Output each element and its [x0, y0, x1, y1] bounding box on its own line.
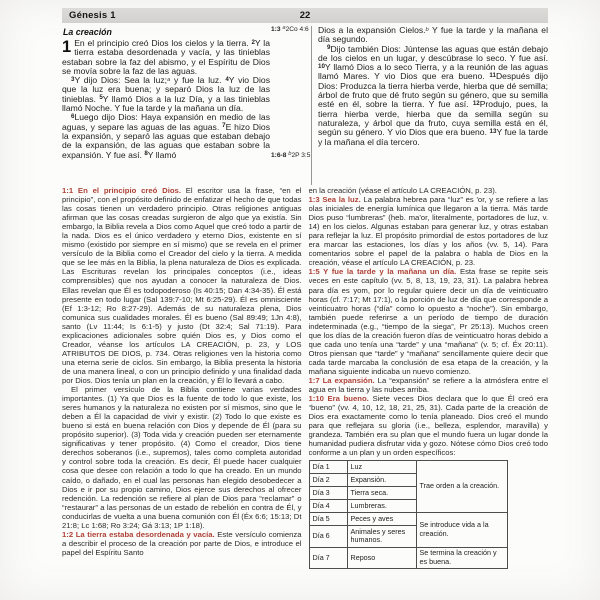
verse-paragraph: $^6$Luego dijo Dios: Haya expansión en medio de las aguas, y separe las aguas de las aguas. $^7$E hizo Dios la expansión, y separó las aguas que estaban debajo de la expansión, de las aguas que estaban sobre la expansión. Y fue así. $^8$Y llamó	[62, 112, 270, 160]
page-number: 22	[299, 10, 311, 21]
note-lead: 1:7 La expansión.	[308, 375, 375, 385]
study-note-1-2	[62, 530, 302, 557]
note-body: El escritor usa la frase, “en el principio”, con el propósito definido de enfatizar el hecho de que todas las cosas tienen un verdadero principio. Otras religiones antiguas afirman que las cosas creadas surgieron de algo que ya existía. Sin embargo, la Biblia revela a Dios como Aquel que creó todo a partir de la nada. Dios es el único verdadero y eterno Dios, existente en sí mismo (existido por siempre en sí mismo) que se revela en el primer versículo de la Biblia como el Creador del cielo y la tierra. A medida que se lee más en la Biblia, la plena naturaleza de Dios es explicada. Las Escrituras revelan los principales conceptos (i.e., ideas comprensibles) que nos ayudan a conocer la naturaleza de Dios. Ellas revelan que Él es todopoderoso (Is 40:15; Dan 4:34-35). Él está presente en todo lugar (Sal 139:7-10; Mt 6:25-29). Él es omnisciente (Ef 1:3-12; Ro 8:27-29). Además de su naturaleza plena, Dios comunica sus cualidades morales. Él es bueno (Sal 89:49; 1Jn 4:8), santo (Lv 11:44; Is 6:1-5) y justo (Dt 32:4; Sal 71:19). Para explicaciones adicionales sobre quién Dios es, y Dios como el Creador, véanse los artículos LA CREACIÓN, p. 23, y LOS ATRIBUTOS DE DIOS, p. 734. Otras religiones ven la historia como una eterna serie de ciclos. Sin embargo, la Biblia presenta la historia de una manera lineal, o con un principio definido y una finalidad dada por Dios. Dios tenía un plan en la creación, y Él lo llevará a cabo.	[62, 186, 302, 385]
note-body: La “expansión” se refiere a la atmósfera entre el agua en la tierra y las nubes arriba.	[308, 375, 548, 395]
verse-number: 7	[222, 122, 226, 130]
verse-paragraph	[62, 39, 270, 76]
study-note-1-10	[309, 394, 549, 457]
scripture-left-column	[62, 26, 270, 185]
cross-reference	[271, 26, 309, 34]
group-note-cell: Trae orden a la creación.	[416, 461, 507, 513]
cross-reference	[271, 152, 310, 160]
verse-number: 4	[225, 75, 229, 83]
verse-number: 9	[327, 44, 331, 52]
verse-text: En el principio creó Dios los cielos y la tierra. $^2$Y la tierra estaba desordenada y vacía, y las tinieblas estaban sobre la faz del abismo, y el Espíritu de Dios se movía sobre la faz de las aguas.	[62, 38, 270, 76]
cross-reference-source: 2P 3:5	[291, 152, 311, 159]
note-body: Esta frase se repite seis veces en este capítulo (vv. 5, 8, 13, 19, 23, 31). La palabra hebrea para día es yom, por lo regular quiere decir un día de veinticuatro horas (cf. 7:17; Mt 17:1), o la porción de luz de día que corresponde a veinticuatro horas (“día” como lo opuesto a “noche”). Sin embargo, también puede referirse a un período de tiempo de duración indeterminada (e.g., “tiempo de la siega”, Pr 25:13). Muchos creen que los días de la creación fueron días de veinticuatro horas debido a que cada uno tenía una “tarde” y una “mañana” (v. 5; cf. Éx 20:11). Otros piensan que “tarde” y “mañana” sencillamente quiere decir que cada tarde marcaba la conclusión de esa etapa de la creación, y la mañana siguiente indicaba un nuevo comienzo.	[308, 267, 548, 376]
verse-number: 10	[318, 62, 325, 70]
footnote-letter: b	[425, 26, 429, 33]
verse-number: 8	[144, 150, 148, 158]
table-row	[309, 461, 507, 474]
table-row	[309, 513, 507, 526]
cross-reference-verse: 1:3	[271, 26, 281, 33]
verse-number: 5	[99, 94, 103, 102]
day-cell: Día 2	[309, 474, 347, 487]
study-note-1-5	[309, 267, 549, 376]
work-cell: Reposo	[347, 547, 416, 569]
scripture-right-column	[316, 26, 548, 185]
work-cell: Lumbreras.	[347, 500, 416, 513]
book-chapter-title: Génesis 1	[69, 10, 116, 21]
notes-right-column	[309, 186, 549, 600]
verse-paragraph: $^9$Dijo también Dios: Júntense las aguas que están debajo de los cielos en un lugar, y descúbrase lo seco. Y fue así. $^{10}$Y llamó Dios a lo seco Tierra, y a la reunión de las aguas llamó Mares. Y vio Dios que era bueno. $^{11}$Después dijo Dios: Produzca la tierra hierba verde, hierba que dé semilla; árbol de fruto que dé fruto según su género, que su semilla esté en él, sobre la tierra. Y fue así. $^{12}$Produjo, pues, la tierra hierba verde, hierba que da semilla según su naturaleza, y árbol que da fruto, cuya semilla está en él, según su género. Y vio Dios que era bueno. $^{13}$Y fue la tarde y la mañana el día tercero.	[318, 43, 548, 147]
work-cell: Luz	[347, 461, 416, 474]
cross-reference-gutter	[270, 26, 312, 185]
running-head	[62, 8, 548, 23]
day-cell: Día 1	[309, 461, 347, 474]
work-cell: Tierra seca.	[347, 487, 416, 500]
verse-number: 11	[489, 71, 496, 79]
note-body: La palabra hebrea para “luz” es 'or, y se refiere a las olas iniciales de energía lumínica que llegaron a la tierra. Más tarde Dios puso “lumbreras” (heb. ma'or, literalmente, portadores de luz, v. 14) en los cielos. Algunas estaban para generar luz, y otras estaban para reflejar la luz. El propósito primordial de estos portadores de luz era marcar las estaciones, los días y los años (vv. 5, 14). Para comentarios sobre el papel de la palabra o habla de Dios en la creación, véase el artículo LA CREACIÓN, p. 23.	[308, 195, 548, 268]
day-cell: Día 6	[309, 526, 347, 548]
group-note-cell: Se termina la creación y es buena.	[416, 547, 507, 569]
section-heading: La creación	[63, 27, 112, 37]
study-note-1-3	[309, 195, 549, 267]
study-note-1-7	[309, 376, 549, 394]
verse-number: 12	[472, 99, 480, 107]
verse-number: 2	[251, 38, 255, 46]
verse-number: 13	[489, 127, 497, 135]
verse-paragraph-continuation: Dios a la expansión Cielos.$^b$ Y fue la tarde y la mañana el día segundo.	[318, 26, 548, 45]
verse-number: 6	[71, 112, 75, 120]
cross-reference-source: 2Co 4:6	[285, 26, 309, 33]
study-note-1-2-continuation: en la creación (véase el artículo LA CREACIÓN, p. 23).	[308, 186, 497, 195]
day-cell: Día 4	[309, 500, 347, 513]
work-cell: Animales y seres humanos.	[347, 526, 416, 548]
notes-left-column	[62, 186, 302, 600]
work-cell: Expansión.	[347, 474, 416, 487]
scripture-block	[62, 26, 548, 185]
note-lead: 1:10 Era bueno.	[308, 394, 369, 404]
cross-reference-verse: 1:6-8	[271, 152, 287, 159]
day-cell: Día 7	[309, 547, 347, 569]
note-lead: 1:2 La tierra estaba desordenada y vacía.	[62, 529, 215, 539]
cross-reference-letter: b	[288, 150, 292, 157]
work-cell: Peces y aves	[347, 513, 416, 526]
note-lead: 1:1 En el principio creó Dios.	[62, 186, 181, 195]
group-note-cell: Se introduce vida a la creación.	[416, 513, 507, 548]
note-lead: 1:5 Y fue la tarde y la mañana un día.	[308, 267, 457, 277]
study-note-1-1	[62, 186, 302, 385]
study-note-1-1-paragraph-2: El primer versículo de la Biblia contiene varias verdades importantes. (1) Ya que Dios es la fuente de todo lo que existe, los seres humanos y la naturaleza no existen por sí mismos, sino que le deben a Él la capacidad de vivir y existir. (2) Todo lo que existe es bueno si está en buena relación con Dios y depende de Él (para su propósito superior). (3) Toda vida y creación pueden ser eternamente significativas y tener propósito. (4) Como el creador, Dios tiene derechos soberanos (i.e., supremos), tales como completa autoridad y control sobre toda la creación. Es decir, Él puede hacer cualquier cosa que desee con relación a todo lo que ha creado. En un mundo caído, o dañado, en el cual las personas han elegido desobedecer a Dios e ir por su propio camino, Dios ejerce sus derechos al ofrecer redención. La redención se refiere al plan de Dios para “reclamar” o “restaurar” a las personas de un estado de rebelión en contra de Él, y conducirlas de vuelta a una buena comunión con Él (Éx 6:6; 15:13; Dt 21:8; Lc 1:68; Ro 3:24; Gá 3:13; 1P 1:18).	[62, 385, 302, 530]
study-notes-block	[62, 186, 548, 600]
day-cell: Día 5	[309, 513, 347, 526]
note-lead: 1:3 Sea la luz.	[308, 195, 361, 205]
table-row	[309, 547, 507, 569]
creation-days-table	[309, 460, 508, 569]
day-cell: Día 3	[309, 487, 347, 500]
footnote-letter: a	[167, 76, 171, 83]
verse-number: 3	[71, 75, 75, 83]
chapter-drop-cap: 1	[62, 38, 72, 56]
verse-paragraph: $^3$Y dijo Dios: Sea la luz;$^a$ y fue la luz. $^4$Y vio Dios que la luz era buena; y separó Dios la luz de las tinieblas. $^5$Y llamó Dios a la luz Día, y a las tinieblas llamó Noche. Y fue la tarde y la mañana un día.	[62, 75, 271, 114]
cross-reference-letter: a	[282, 26, 286, 31]
note-body: Siete veces Dios declara que lo que Él creó era “bueno” (vv. 4, 10, 12, 18, 21, 25, 31). Cada parte de la creación de Dios era exactamente como lo tenía planeado. Dios creó el mundo para que reflejara su gloria (i.e., belleza, esplendor, maravilla) y grandeza. También era su plan que el mundo fuera un lugar donde la humanidad pudiera disfrutar vida y gozo. Nótese cómo Dios creó todo conforme a un plan y un orden específicos:	[308, 394, 548, 458]
note-body: Este versículo comienza a describir el proceso de la creación por parte de Dios, e introduce el papel del Espíritu Santo	[62, 529, 302, 557]
